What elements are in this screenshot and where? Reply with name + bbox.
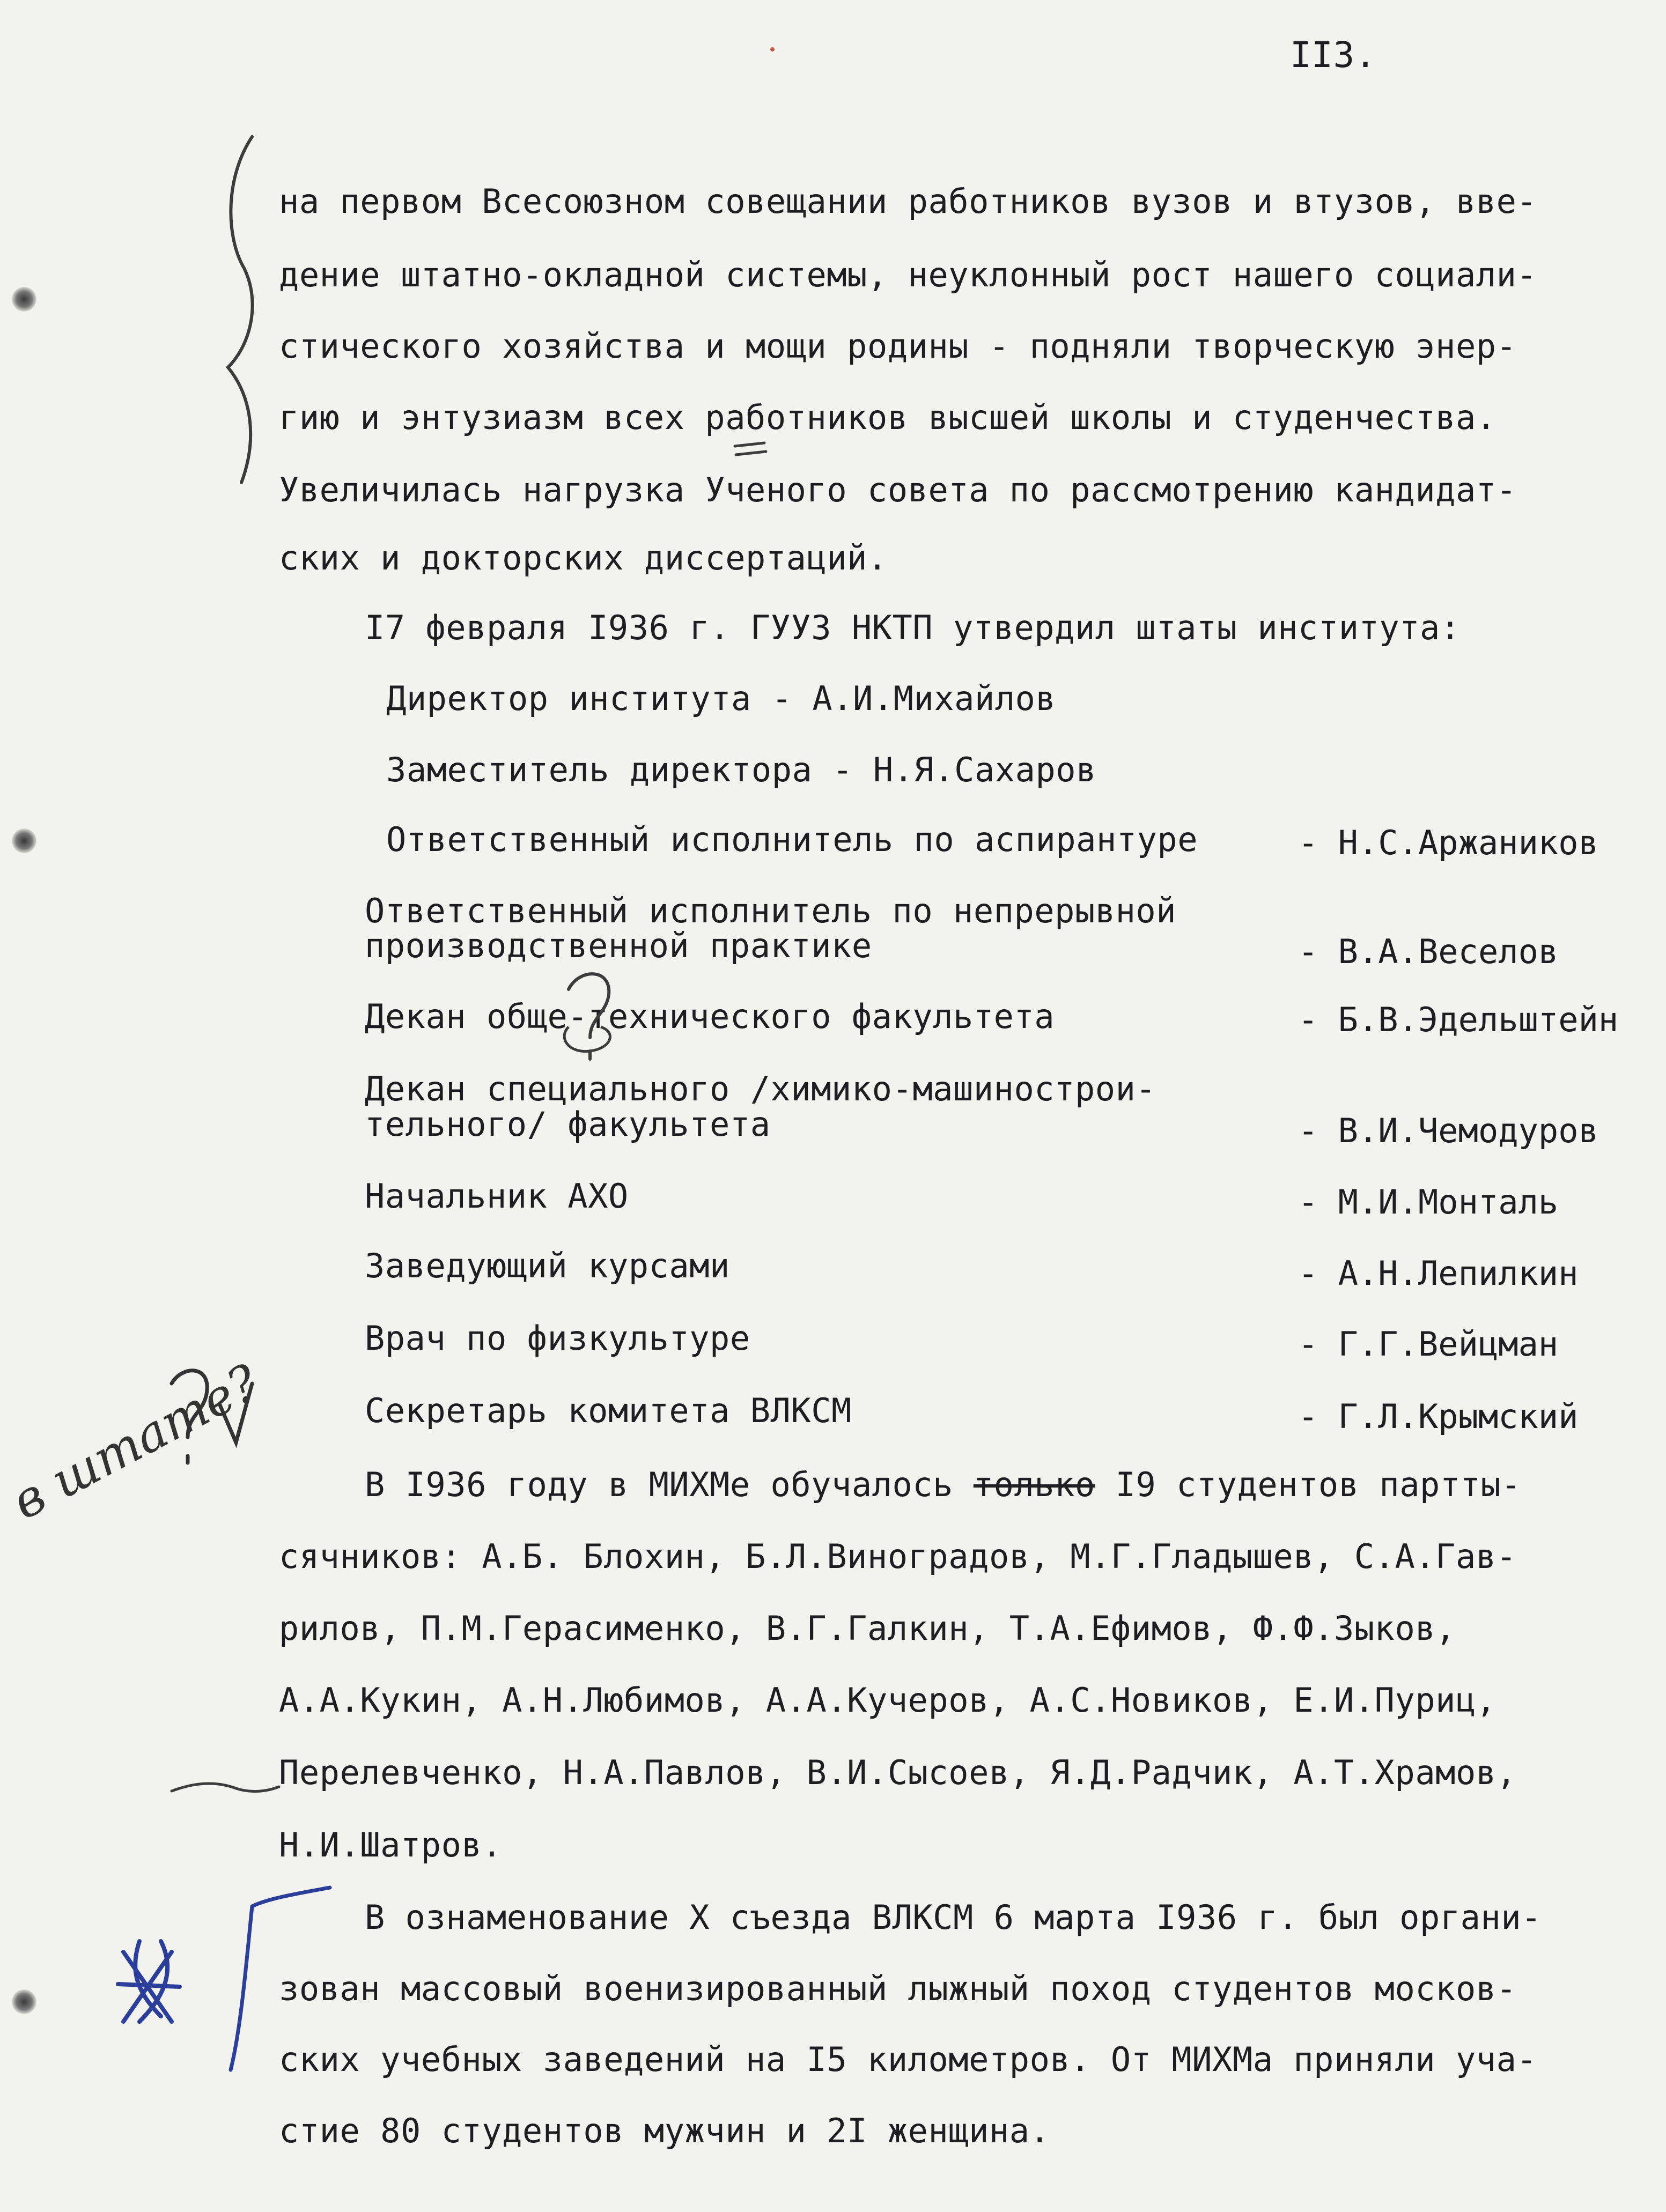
para1-line-3: стического хозяйства и мощи родины - подняли творческую энер- (279, 327, 1517, 366)
para3-line-3: ских учебных заведений на I5 километров. От МИХМа приняли уча- (279, 2040, 1537, 2079)
staff-dean-general-name: - Б.В.Эдельштейн (1298, 1000, 1619, 1039)
staff-deputy: Заместитель директора - Н.Я.Сахаров (386, 750, 1096, 789)
blue-ink-bracket (231, 1888, 330, 2070)
staff-director: Директор института - А.И.Михайлов (386, 679, 1056, 718)
pencil-underline (735, 443, 766, 455)
pencil-circle (564, 1027, 610, 1052)
struck-word: только (973, 1465, 1095, 1504)
staff-practice-role-1: Ответственный исполнитель по непрерывной (365, 891, 1177, 930)
staff-axo-name: - М.И.Монталь (1298, 1182, 1559, 1222)
red-ink-dot (770, 47, 775, 51)
staff-grad-role: Ответственный исполнитель по аспирантуре (386, 820, 1198, 859)
para2-line-2: сячников: А.Б. Блохин, Б.Л.Виноградов, М.Г.Гладышев, С.А.Гав- (279, 1537, 1517, 1576)
staff-dean-special-role-1: Декан специального /химико-машинострои- (365, 1069, 1156, 1108)
staff-dean-special-name: - В.И.Чемодуров (1298, 1111, 1598, 1150)
staff-vlksm-name: - Г.Л.Крымский (1298, 1397, 1579, 1436)
staff-doctor-role: Врач по физкультуре (365, 1319, 750, 1358)
margin-note: в штате? (3, 1353, 268, 1531)
para2-line-1-start: В I936 году в МИХМе обучалось (365, 1465, 974, 1504)
para3-line-1: В ознаменование Х съезда ВЛКСМ 6 марта I936 г. был органи- (365, 1898, 1542, 1937)
para1-line-4: гию и энтузиазм всех работников высшей школы и студенчества. (279, 398, 1497, 437)
staff-axo-role: Начальник АХО (365, 1177, 629, 1216)
staff-grad-name: - Н.С.Аржаников (1298, 823, 1598, 862)
para2-line-6: Н.И.Шатров. (279, 1825, 503, 1865)
blue-ink-scribble (118, 1941, 180, 2022)
para3-line-2: зован массовый военизированный лыжный поход студентов москов- (279, 1969, 1517, 2008)
staff-dean-special-role-2: тельного/ факультета (365, 1105, 771, 1144)
staff-vlksm-role: Секретарь комитета ВЛКСМ (365, 1391, 852, 1430)
pencil-tilde (172, 1784, 279, 1792)
pencil-brace (228, 137, 253, 483)
staff-practice-role-2: производственной практике (365, 926, 872, 965)
staff-courses-name: - А.Н.Лепилкин (1298, 1254, 1579, 1293)
staff-intro: I7 февраля I936 г. ГУУЗ НКТП утвердил штаты института: (365, 608, 1461, 647)
staff-practice-name: - В.А.Веселов (1298, 932, 1559, 971)
para2-line-1-end: I9 студентов партты- (1095, 1465, 1522, 1504)
para1-line-6: ских и докторских диссертаций. (279, 538, 888, 578)
staff-courses-role: Заведующий курсами (365, 1246, 730, 1285)
para3-line-4: стие 80 студентов мужчин и 2I женщина. (279, 2111, 1050, 2150)
para1-line-5: Увеличилась нагрузка Ученого совета по рассмотрению кандидат- (279, 470, 1517, 509)
pencil-question-v (172, 1371, 252, 1463)
staff-doctor-name: - Г.Г.Вейцман (1298, 1325, 1559, 1364)
staff-dean-general-role: Декан обще-технического факультета (365, 997, 1055, 1036)
para2-line-4: А.А.Кукин, А.Н.Любимов, А.А.Кучеров, А.С.Новиков, Е.И.Пуриц, (279, 1681, 1497, 1720)
page-number: II3. (1290, 34, 1376, 76)
para1-line-1: на первом Всесоюзном совещании работников вузов и втузов, вве- (279, 182, 1537, 221)
para2-line-3: рилов, П.М.Герасименко, В.Г.Галкин, Т.А.Ефимов, Ф.Ф.Зыков, (279, 1609, 1456, 1648)
para2-line-5: Перелевченко, Н.А.Павлов, В.И.Сысоев, Я.Д.Радчик, А.Т.Храмов, (279, 1753, 1517, 1792)
para1-line-2: дение штатно-окладной системы, неуклонный рост нашего социали- (279, 255, 1537, 294)
